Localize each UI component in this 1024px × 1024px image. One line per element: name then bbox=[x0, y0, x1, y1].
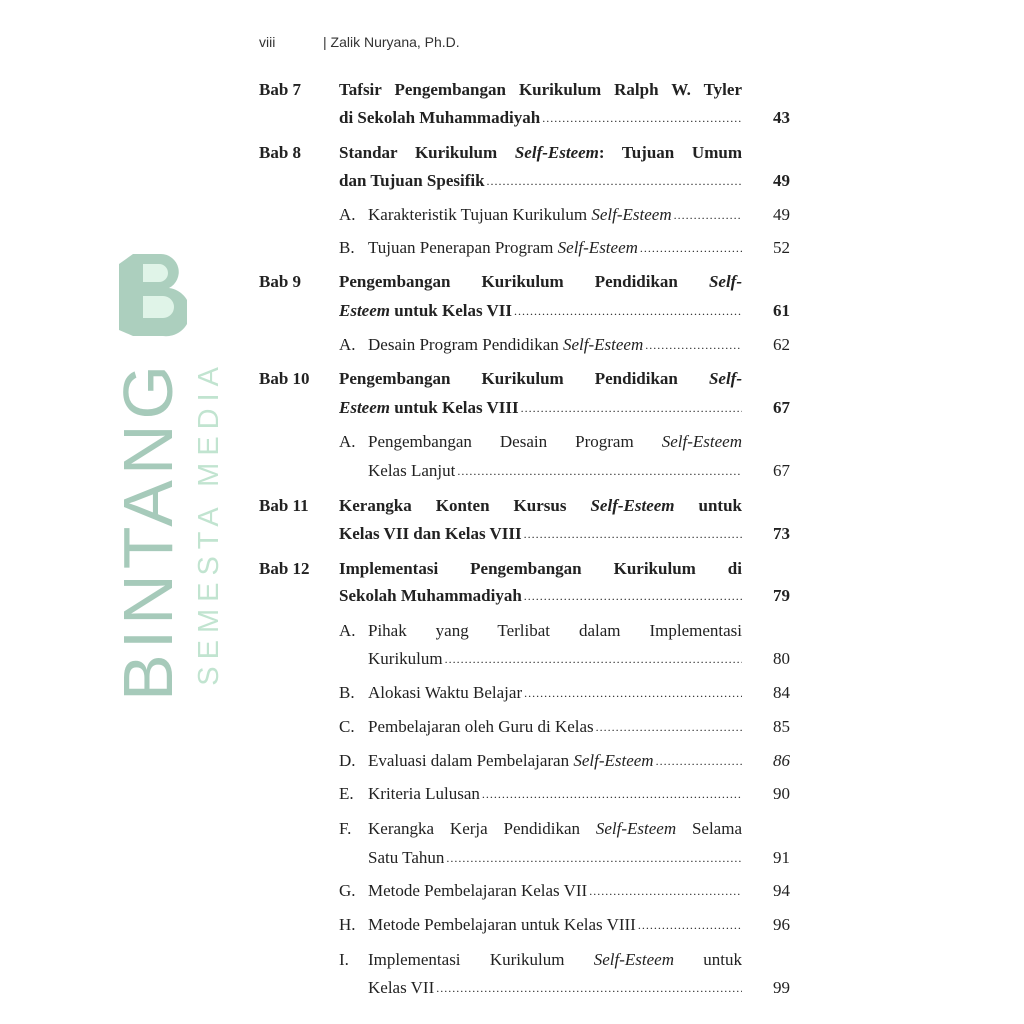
italic-term: Esteem bbox=[339, 398, 390, 417]
title-text: dan Tujuan Spesifik bbox=[339, 171, 485, 190]
page-ref: 96 bbox=[773, 915, 790, 934]
section-letter: I. bbox=[339, 950, 349, 969]
title-text: Alokasi Waktu Belajar bbox=[368, 683, 523, 702]
title-text: Implementasi Kurikulum bbox=[368, 950, 594, 969]
page-ref: 67 bbox=[773, 461, 790, 480]
toc-line bbox=[339, 141, 742, 165]
page-ref: 94 bbox=[773, 881, 790, 900]
title-text: Pihak yang Terlibat dalam Implementasi bbox=[368, 621, 742, 640]
entry-title bbox=[368, 621, 742, 640]
entry-title bbox=[368, 879, 587, 903]
title-text: Tujuan Penerapan Program bbox=[368, 238, 558, 257]
entry-title bbox=[339, 80, 742, 99]
dot-leader bbox=[514, 299, 742, 323]
page-ref: 86 bbox=[773, 751, 790, 770]
title-text: Implementasi Pengembangan Kurikulum di bbox=[339, 559, 742, 578]
dot-leader bbox=[524, 584, 742, 608]
title-text: untuk bbox=[674, 496, 742, 515]
toc-line bbox=[368, 333, 742, 357]
toc-line bbox=[368, 782, 742, 806]
section-letter: G. bbox=[339, 881, 356, 900]
entry-title bbox=[339, 143, 742, 162]
section-letter: D. bbox=[339, 751, 356, 770]
title-text: Satu Tahun bbox=[368, 848, 445, 867]
title-text: Pengembangan Kurikulum Pendidikan bbox=[339, 272, 709, 291]
title-text: untuk bbox=[673, 950, 742, 969]
section-letter: B. bbox=[339, 683, 355, 702]
entry-title bbox=[339, 299, 512, 323]
italic-term: Esteem bbox=[339, 301, 390, 320]
toc-line bbox=[339, 270, 742, 294]
title-text: Kelas VII bbox=[368, 978, 435, 997]
page-ref: 62 bbox=[773, 335, 790, 354]
chapter-label: Bab 7 bbox=[259, 80, 302, 99]
page-ref: 91 bbox=[773, 848, 790, 867]
italic-term: Self-Esteem bbox=[573, 751, 654, 770]
title-text: Kurikulum bbox=[368, 649, 443, 668]
toc-line bbox=[368, 203, 742, 227]
dot-leader bbox=[638, 913, 742, 937]
dot-leader bbox=[487, 169, 742, 193]
dot-leader bbox=[596, 715, 742, 739]
dot-leader bbox=[542, 106, 742, 130]
entry-title bbox=[368, 681, 522, 705]
title-text: Kerangka Konten Kursus bbox=[339, 496, 591, 515]
chapter-label: Bab 12 bbox=[259, 559, 310, 578]
entry-title bbox=[368, 782, 480, 806]
dot-leader bbox=[656, 749, 742, 773]
title-text: : Tujuan Umum bbox=[598, 143, 742, 162]
toc-line bbox=[368, 913, 742, 937]
page-ref: 73 bbox=[773, 524, 790, 543]
chapter-label: Bab 11 bbox=[259, 496, 309, 515]
toc-line bbox=[368, 879, 742, 903]
page-number: viii bbox=[259, 34, 276, 50]
entry-title bbox=[339, 522, 522, 546]
italic-term: Self- bbox=[708, 272, 742, 291]
dot-leader bbox=[446, 846, 742, 870]
watermark-logo-icon bbox=[113, 250, 187, 345]
title-text: Kelas VII dan Kelas VIII bbox=[339, 524, 522, 543]
entry-title bbox=[368, 950, 742, 969]
dot-leader bbox=[482, 782, 742, 806]
toc-line bbox=[339, 557, 742, 581]
toc-line bbox=[339, 522, 742, 546]
title-text: di Sekolah Muhammadiyah bbox=[339, 108, 541, 127]
watermark-brand: BINTANG bbox=[109, 360, 187, 701]
dot-leader bbox=[524, 522, 742, 546]
entry-title bbox=[368, 819, 742, 838]
dot-leader bbox=[524, 681, 742, 705]
page-ref: 49 bbox=[773, 171, 790, 190]
title-text: Kerangka Kerja Pendidikan bbox=[368, 819, 596, 838]
dot-leader bbox=[445, 647, 742, 671]
entry-title bbox=[339, 169, 485, 193]
toc-line bbox=[339, 494, 742, 518]
toc-line bbox=[339, 106, 742, 130]
dot-leader bbox=[589, 879, 742, 903]
entry-title bbox=[339, 106, 540, 130]
page-ref: 99 bbox=[773, 978, 790, 997]
toc-line bbox=[368, 430, 742, 454]
entry-title bbox=[368, 913, 636, 937]
page-ref: 80 bbox=[773, 649, 790, 668]
dot-leader bbox=[674, 203, 742, 227]
entry-title bbox=[339, 496, 742, 515]
chapter-label: Bab 9 bbox=[259, 272, 302, 291]
italic-term: Self-Esteem bbox=[661, 432, 742, 451]
entry-title bbox=[339, 369, 742, 388]
entry-title bbox=[368, 333, 643, 357]
toc-line bbox=[368, 817, 742, 841]
toc-line bbox=[339, 367, 742, 391]
page-ref: 84 bbox=[773, 683, 790, 702]
title-text: Karakteristik Tujuan Kurikulum bbox=[368, 205, 592, 224]
italic-term: Self-Esteem bbox=[557, 238, 638, 257]
toc-line bbox=[368, 948, 742, 972]
title-text: Pembelajaran oleh Guru di Kelas bbox=[368, 717, 594, 736]
italic-term: Self-Esteem bbox=[595, 819, 677, 838]
entry-title bbox=[368, 715, 594, 739]
toc-line bbox=[368, 236, 742, 260]
title-text: Kriteria Lulusan bbox=[368, 784, 480, 803]
entry-title bbox=[368, 749, 654, 773]
toc-line bbox=[339, 584, 742, 608]
page-ref: 43 bbox=[773, 108, 790, 127]
title-text: Kelas Lanjut bbox=[368, 461, 456, 480]
title-text: untuk Kelas VII bbox=[390, 301, 513, 320]
entry-title bbox=[368, 432, 742, 451]
section-letter: E. bbox=[339, 784, 354, 803]
entry-title bbox=[339, 559, 742, 578]
title-text: Tafsir Pengembangan Kurikulum Ralph W. Tyler bbox=[339, 80, 742, 99]
chapter-label: Bab 8 bbox=[259, 143, 302, 162]
title-text: Desain Program Pendidikan bbox=[368, 335, 563, 354]
italic-term: Self-Esteem bbox=[591, 205, 672, 224]
dot-leader bbox=[521, 396, 742, 420]
toc-line bbox=[368, 749, 742, 773]
toc-line bbox=[339, 78, 742, 102]
page-ref: 79 bbox=[773, 586, 790, 605]
title-text: Pengembangan Kurikulum Pendidikan bbox=[339, 369, 709, 388]
entry-title bbox=[368, 846, 444, 870]
title-text: Selama bbox=[676, 819, 742, 838]
italic-term: Self- bbox=[708, 369, 742, 388]
entry-title bbox=[368, 203, 672, 227]
toc-line bbox=[368, 846, 742, 870]
section-letter: B. bbox=[339, 238, 355, 257]
entry-title bbox=[339, 272, 742, 291]
section-letter: F. bbox=[339, 819, 352, 838]
page-ref: 49 bbox=[773, 205, 790, 224]
page-ref: 85 bbox=[773, 717, 790, 736]
entry-title bbox=[339, 584, 522, 608]
page-ref: 90 bbox=[773, 784, 790, 803]
watermark-subtitle: SEMESTA MEDIA bbox=[193, 360, 225, 686]
section-letter: H. bbox=[339, 915, 356, 934]
toc-line bbox=[368, 619, 742, 643]
section-letter: A. bbox=[339, 432, 356, 451]
dot-leader bbox=[645, 333, 742, 357]
entry-title bbox=[368, 236, 638, 260]
section-letter: A. bbox=[339, 621, 356, 640]
title-text: Sekolah Muhammadiyah bbox=[339, 586, 522, 605]
title-text: Metode Pembelajaran Kelas VII bbox=[368, 881, 588, 900]
italic-term: Self-Esteem bbox=[590, 496, 675, 515]
entry-title bbox=[339, 396, 519, 420]
toc-line bbox=[339, 299, 742, 323]
entry-title bbox=[368, 647, 443, 671]
section-letter: C. bbox=[339, 717, 355, 736]
toc-line bbox=[368, 976, 742, 1000]
section-letter: A. bbox=[339, 335, 356, 354]
page-ref: 61 bbox=[773, 301, 790, 320]
toc-line bbox=[368, 681, 742, 705]
entry-title bbox=[368, 459, 455, 483]
section-letter: A. bbox=[339, 205, 356, 224]
page-ref: 52 bbox=[773, 238, 790, 257]
title-text: untuk Kelas VIII bbox=[390, 398, 519, 417]
toc-line bbox=[339, 169, 742, 193]
italic-term: Self-Esteem bbox=[593, 950, 674, 969]
running-header-author: | Zalik Nuryana, Ph.D. bbox=[323, 34, 460, 50]
dot-leader bbox=[640, 236, 742, 260]
dot-leader bbox=[436, 976, 742, 1000]
entry-title bbox=[368, 976, 434, 1000]
chapter-label: Bab 10 bbox=[259, 369, 310, 388]
toc-line bbox=[368, 715, 742, 739]
title-text: Metode Pembelajaran untuk Kelas VIII bbox=[368, 915, 636, 934]
italic-term: Self-Esteem bbox=[514, 143, 599, 162]
dot-leader bbox=[457, 459, 742, 483]
title-text: Pengembangan Desain Program bbox=[368, 432, 662, 451]
toc-line bbox=[368, 647, 742, 671]
toc-line bbox=[368, 459, 742, 483]
italic-term: Self-Esteem bbox=[563, 335, 644, 354]
page-ref: 67 bbox=[773, 398, 790, 417]
title-text: Standar Kurikulum bbox=[339, 143, 515, 162]
title-text: Evaluasi dalam Pembelajaran bbox=[368, 751, 574, 770]
toc-line bbox=[339, 396, 742, 420]
